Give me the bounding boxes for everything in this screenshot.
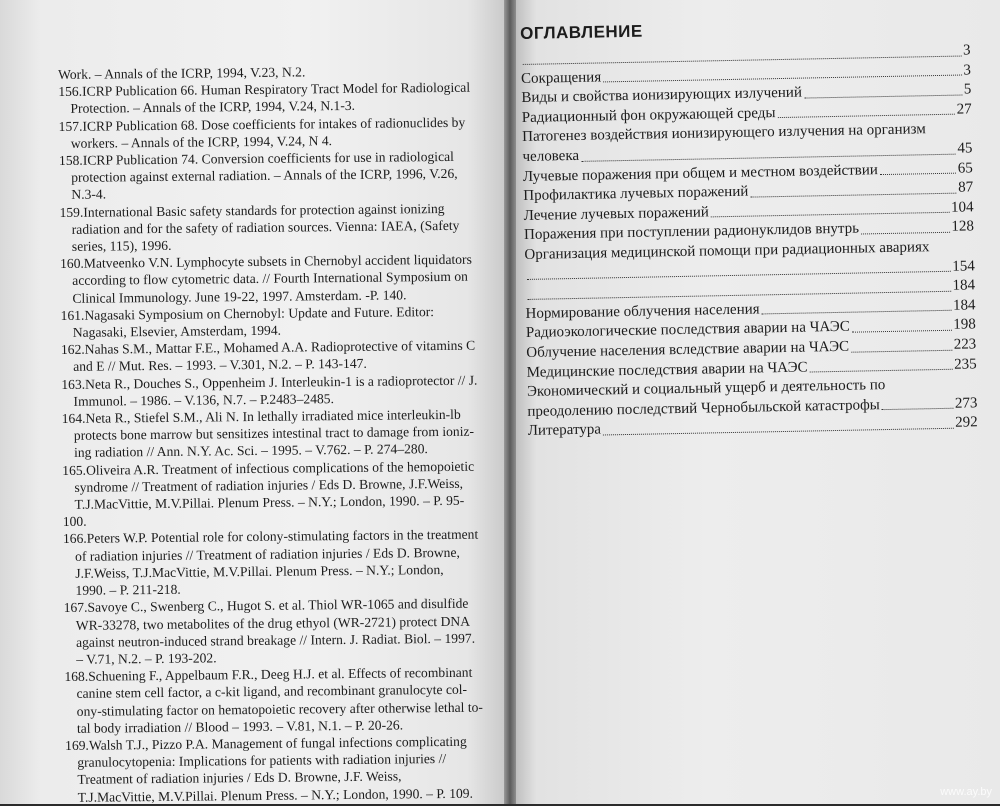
toc-entry-title: Поражения при поступлении радионуклидов внутрь <box>523 220 860 244</box>
toc-entry-title: Облучение населения вследствие аварии на ЧАЭС <box>526 338 850 361</box>
toc-entry-page: 5 <box>963 81 972 98</box>
bibliography-line: Treatment of radiation injuries / Eds D. Browne, J.F. Weiss, <box>77 768 402 788</box>
toc-entry-title: Лучевые поражения при общем и местном воздействии <box>522 161 878 185</box>
toc-leader-dots <box>711 208 949 218</box>
toc-leader-dots <box>861 228 950 235</box>
table-of-contents <box>520 15 978 441</box>
bibliography-line: canine stem cell factor, a c-kit ligand, and recombinant granulocyte col- <box>76 682 468 702</box>
toc-entry-title: Нормирование облучения населения <box>525 301 760 322</box>
toc-entry-title: Сокращения <box>520 69 602 87</box>
toc-entry-title: Виды и свойства ионизирующих излучений <box>521 84 803 107</box>
toc-entry-title: Литература <box>527 421 602 440</box>
toc-entry-page: 3 <box>962 42 971 59</box>
toc-leader-dots <box>810 365 953 373</box>
bibliography-line: 159.International Basic safety standards for protection against ionizing <box>59 200 445 220</box>
toc-leader-dots <box>777 110 954 118</box>
bibliography-line: Immunol. – 1986. – V.136, N.7. – P.2483–2485. <box>73 390 335 409</box>
toc-entry-page: 184 <box>952 297 976 314</box>
toc-entry-title: Организация медицинской помощи при радиационных авариях <box>524 239 930 263</box>
toc-entry-title: Медицинские последствия аварии на ЧАЭС <box>526 359 808 381</box>
bibliography-line: 1990. – P. 211-218. <box>75 581 181 598</box>
toc-leader-dots <box>804 90 962 98</box>
bibliography-line: workers. – Annals of the ICRP, 1994, V.24, N 4. <box>70 132 333 151</box>
bibliography-line: 164.Neta R., Stiefel S.M., Ali N. In lethally irradiated mice interleukin-lb <box>61 406 461 427</box>
toc-entry-page: 273 <box>954 394 978 412</box>
bibliography-line: protection against external radiation. – Annals of the ICRP, 1996, V.26, <box>71 166 458 186</box>
toc-entry-page: 235 <box>953 355 977 373</box>
bibliography-line: 165.Oliveira A.R. Treatment of infectious complications of the hemopoietic <box>62 458 475 478</box>
bibliography-line: 167.Savoye C., Swenberg C., Hugot S. et al. Thiol WR-1065 and disulfide <box>63 596 469 616</box>
bibliography-line: series, 115), 1996. <box>71 237 172 254</box>
book-gutter <box>504 0 516 804</box>
bibliography-line: Clinical Immunology. June 19-22, 1997. Amsterdam. -P. 140. <box>72 287 407 306</box>
toc-entry-title: Экономический и социальный ущерб и деятельность по <box>526 377 886 401</box>
bibliography-line: N.3-4. <box>71 186 107 203</box>
bibliography-line: ony-stimulating factor on hematopoietic recovery after otherwise lethal to- <box>76 699 483 719</box>
bibliography-line: 156.ICRP Publication 66. Human Respiratory Tract Model for Radiological <box>58 79 471 100</box>
toc-entry-title: Лечение лучевых поражений <box>523 204 710 224</box>
bibliography-line: 100. <box>62 514 87 530</box>
bibliography-line: 163.Neta R., Douches S., Oppenheim J. Interleukin-1 is a radioprotector // J. <box>61 372 478 392</box>
toc-leader-dots <box>762 306 951 315</box>
toc-entry-page: 27 <box>956 101 972 118</box>
toc-leader-dots <box>603 424 953 436</box>
bibliography-line: J.F.Weiss, T.J.MacVittie, M.V.Pillai. Plenum Press. – N.Y.; London, <box>75 561 444 581</box>
bibliography-list <box>58 61 506 805</box>
toc-entry-title: Патогенез воздействия ионизирующего излучения на организм <box>522 121 926 146</box>
toc-entry-page: 87 <box>958 179 974 196</box>
bibliography-line: and E // Mut. Res. – 1993. – V.301, N.2. – P. 143-147. <box>73 356 367 375</box>
toc-heading: ОГЛАВЛЕНИЕ <box>520 21 643 43</box>
bibliography-line: T.J.MacVittie, M.V.Pillai. Plenum Press. – N.Y.; London, 1990. – P. 95- <box>74 492 465 512</box>
watermark: www.ay.by <box>940 786 992 798</box>
toc-entry-title: Профилактика лучевых поражений <box>523 183 749 205</box>
bibliography-line: Protection. – Annals of the ICRP, 1994, V.24, N.1-3. <box>70 98 356 117</box>
bibliography-line: tal body irradiation // Blood – 1993. – V.81, N.1. – P. 20-26. <box>76 717 404 736</box>
toc-entry-page: 3 <box>963 61 972 79</box>
toc-leader-dots <box>882 404 953 410</box>
bibliography-line: granulocytopenia: Implications for patients with radiation injuries // <box>77 751 447 770</box>
bibliography-line: Work. – Annals of the ICRP, 1994, V.23, N.2. <box>58 64 306 82</box>
bibliography-line: 160.Matveenko V.N. Lymphocyte subsets in Chernobyl accident liquidators <box>59 251 472 272</box>
toc-entry-page: 128 <box>951 218 975 236</box>
bibliography-line: WR-33278, two metabolites of the drug ethyol (WR-2721) protect DNA <box>75 613 471 633</box>
bibliography-line: 162.Nahas S.M., Mattar F.E., Mohamed A.A. Radioprotective of vitamins C <box>60 337 476 358</box>
bibliography-line: 169.Walsh T.J., Pizzo P.A. Management of fungal infections complicating <box>65 733 467 753</box>
bibliography-line: against neutron-induced strand breakage // Intern. J. Radiat. Biol. – 1997. <box>75 630 476 650</box>
toc-entry-page: 184 <box>952 277 976 294</box>
toc-entry-title: Радиоэкологические последствия аварии на ЧАЭС <box>525 319 850 342</box>
toc-entry-page: 45 <box>957 140 973 157</box>
bibliography-line: 161.Nagasaki Symposium on Chernobyl: Update and Future. Editor: <box>60 303 435 323</box>
bibliography-line: protects bone marrow but sensitizes intestinal tract to damage from ioniz- <box>73 423 475 444</box>
toc-entry-page: 198 <box>953 316 977 334</box>
toc-entry-page: 65 <box>957 159 973 177</box>
bibliography-line: 158.ICRP Publication 74. Conversion coefficients for use in radiological <box>58 148 454 169</box>
toc-entry-title: преодолению последствий Чернобыльской катастрофы <box>527 396 880 420</box>
toc-entry-title: Радиационный фон окружающей среды <box>521 104 776 126</box>
bibliography-line: Nagasaki, Elsevier, Amsterdam, 1994. <box>72 322 282 340</box>
bibliography-line: radiation and for the safety of radiation sources. Vienna: IAEA, (Safety <box>71 217 460 237</box>
bibliography-line: syndrome // Treatment of radiation injuries / Eds D. Browne, J.F.Weiss, <box>74 475 464 495</box>
toc-entry-title: человека <box>522 147 580 165</box>
toc-entries <box>520 41 977 441</box>
toc-entry-page: 104 <box>950 199 974 216</box>
bibliography-line: ing radiation // Ann. N.Y. Ac. Sci. – 1995. – V.762. – P. 274–280. <box>73 441 428 461</box>
bibliography-line: – V.71, N.2. – P. 193-202. <box>76 650 217 667</box>
bibliography-line: of radiation injuries // Treatment of radiation injuries / Eds D. Browne, <box>75 544 460 564</box>
toc-entry-page: 292 <box>955 414 978 431</box>
bibliography-line: 166.Peters W.P. Potential role for colony-stimulating factors in the treatment <box>62 527 479 547</box>
toc-entry-page: 223 <box>953 336 977 353</box>
bibliography-line: according to flow cytometric data. // Fourth International Symposium on <box>72 269 468 289</box>
toc-leader-dots <box>880 169 956 175</box>
bibliography-line: 168.Schuening F., Appelbaum F.R., Deeg H.J. et al. Effects of recombinant <box>64 664 473 685</box>
bibliography-line: T.J.MacVittie, M.V.Pillai. Plenum Press. – N.Y.; London, 1990. – P. 109. <box>77 785 474 805</box>
toc-leader-dots <box>852 326 952 333</box>
toc-leader-dots <box>750 188 956 197</box>
bibliography-line: 157.ICRP Publication 68. Dose coefficients for intakes of radionuclides by <box>58 114 466 134</box>
toc-leader-dots <box>851 345 952 352</box>
toc-entry-page: 154 <box>952 257 975 275</box>
